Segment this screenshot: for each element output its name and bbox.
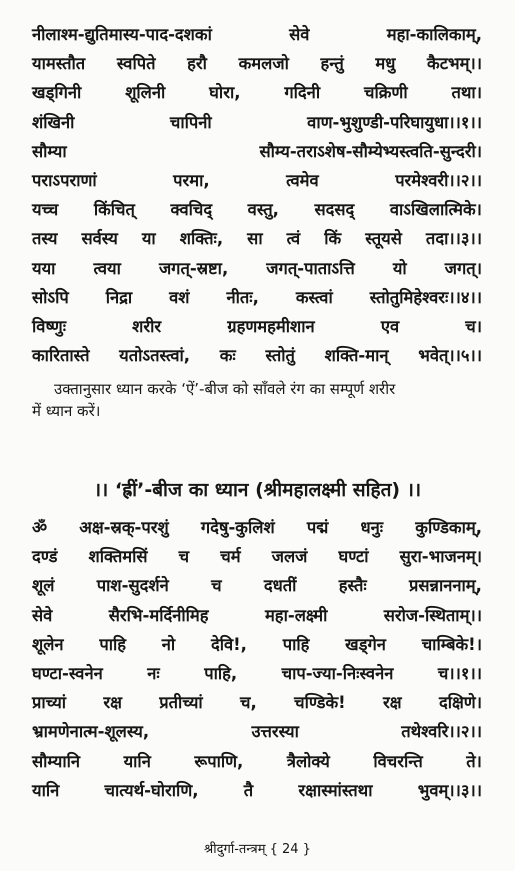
verse-line: [32, 312, 482, 341]
verse-word: च।।१।।: [437, 663, 482, 683]
verse-word: चात्यर्थ-घोराणि,: [104, 780, 199, 800]
verse-word: च,: [240, 693, 257, 713]
verse-block-1: [32, 20, 482, 370]
verse-word: स्तोतुमिहेश्वरः।।४।।: [369, 287, 482, 307]
page-footer: श्रीदुर्गा-तन्त्रम् { 24 }: [204, 842, 311, 857]
verse-word: सौम्या: [32, 141, 67, 161]
verse-word: सोऽपि: [32, 287, 69, 307]
verse-word: भवेत्।।५।।: [418, 346, 482, 366]
verse-word: धनुः: [360, 518, 384, 537]
verse-word: रक्ष: [103, 693, 122, 713]
dhyana-line: [32, 630, 482, 659]
section-heading: ।। ‘ह्रीं’-बीज का ध्यान (श्रीमहालक्ष्मी सहित) ।।: [93, 479, 422, 501]
verse-word: तथा।: [451, 83, 482, 103]
verse-word: परमा,: [173, 170, 210, 190]
verse-line: [32, 224, 482, 253]
verse-word: किं: [324, 229, 342, 249]
verse-word: कैटभम्।।: [427, 54, 482, 74]
dhyana-line: [32, 747, 482, 776]
verse-word: विचरन्ति: [373, 751, 423, 771]
verse-word: कः: [219, 346, 236, 366]
verse-line: [32, 166, 482, 195]
verse-word: पाहि: [99, 634, 127, 654]
verse-word: ग्रहणमहमीशान: [227, 316, 315, 336]
verse-word: ॐ: [32, 518, 48, 537]
verse-word: त्रैलोक्ये: [286, 751, 330, 771]
verse-word: सदसद्: [314, 200, 355, 220]
verse-word: शक्तिमसिं: [88, 547, 148, 567]
verse-word: प्रसन्नाननाम्,: [409, 576, 482, 596]
verse-word: सरोज-स्थिताम्।।: [383, 605, 482, 625]
dhyana-line: [32, 571, 482, 600]
verse-word: सौम्यानि: [32, 751, 81, 771]
note-line-2: में ध्यान करें।: [32, 402, 101, 420]
verse-word: कुण्डिकाम्,: [415, 518, 482, 537]
verse-word: पराऽपराणां: [32, 170, 97, 190]
dhyana-line: [32, 776, 482, 805]
verse-word: शूलं: [32, 576, 55, 596]
verse-word: चाप-ज्या-निःस्वनेन: [281, 663, 394, 683]
dhyana-line: [32, 513, 482, 542]
verse-word: क्वचिद्: [170, 200, 213, 220]
verse-line: [32, 78, 482, 107]
verse-word: वशं: [169, 287, 190, 307]
verse-word: यामस्तौत: [32, 54, 86, 74]
verse-word: रक्षास्मांस्तथा: [298, 780, 373, 800]
verse-word: चर्म: [220, 547, 241, 567]
verse-word: वस्तु,: [247, 200, 279, 220]
verse-word: प्रतीच्यां: [159, 693, 203, 713]
verse-word: दक्षिणे।: [438, 693, 482, 713]
verse-word: पद्मं: [306, 518, 329, 537]
verse-word: तस्य: [32, 229, 58, 249]
verse-word: यानि: [123, 751, 151, 771]
verse-word: घण्टां: [338, 547, 369, 567]
verse-word: महा-कालिकाम्,: [386, 25, 482, 44]
verse-word: गदेषु-कुलिशं: [200, 518, 275, 537]
verse-word: नो: [161, 634, 176, 654]
verse-word: नीलाश्म-द्युतिमास्य-पाद-दशकां: [32, 25, 212, 44]
verse-word: दण्डं: [32, 547, 58, 567]
verse-line: [32, 108, 482, 137]
verse-word: प्राच्यां: [32, 693, 67, 713]
verse-word: वाऽखिलात्मिके।: [389, 200, 482, 220]
dhyana-line: [32, 542, 482, 571]
verse-word: त्वं: [286, 229, 301, 249]
verse-word: त्वया: [93, 258, 121, 278]
verse-word: हन्तुं: [320, 54, 344, 74]
verse-word: घोरा,: [209, 83, 241, 103]
verse-word: शंखिनी: [32, 112, 75, 132]
verse-word: शूलेन: [32, 634, 64, 654]
verse-word: यतोऽतस्त्वां,: [119, 346, 191, 366]
verse-word: पाहि,: [204, 663, 238, 683]
verse-word: पाहि: [282, 634, 310, 654]
verse-word: जलजं: [271, 547, 308, 567]
verse-word: अक्ष-स्रक्-परशुं: [79, 518, 169, 537]
dhyana-line: [32, 717, 482, 746]
dhyana-line: [32, 688, 482, 717]
verse-word: चाम्बिके!।: [421, 634, 482, 654]
verse-word: नीतः,: [226, 287, 259, 307]
verse-word: हरौ: [187, 54, 207, 74]
verse-word: कस्त्वां: [295, 287, 333, 307]
verse-word: शरीर: [132, 316, 162, 336]
verse-word: परमेश्वरी।।२।।: [395, 170, 482, 190]
verse-word: सा: [247, 229, 263, 249]
verse-word: उत्तरस्या: [251, 722, 299, 742]
verse-word: सेवे: [32, 605, 53, 625]
verse-word: स्तूयसे: [365, 229, 402, 249]
verse-word: स्तोतुं: [265, 346, 295, 366]
verse-word: यानि: [32, 780, 60, 800]
verse-word: कारितास्ते: [32, 346, 90, 366]
verse-word: शूलिनी: [125, 83, 166, 103]
verse-word: शक्तिः,: [179, 229, 224, 249]
verse-line: [32, 254, 482, 283]
verse-line: [32, 137, 482, 166]
verse-word: यया: [32, 258, 56, 278]
verse-word: ते।: [466, 751, 482, 771]
verse-word: तदा।।३।।: [425, 229, 482, 249]
verse-block-2: [32, 513, 482, 805]
verse-word: सौम्य-तराऽशेष-सौम्येभ्यस्त्वति-सुन्दरी।: [259, 141, 482, 161]
verse-word: जगत्-पाताऽत्ति: [266, 258, 355, 278]
verse-word: या: [141, 229, 156, 249]
verse-word: सर्वस्य: [81, 229, 118, 249]
verse-word: चण्डिके!: [294, 693, 346, 713]
verse-line: [32, 195, 482, 224]
verse-word: यो: [392, 258, 407, 278]
verse-word: महा-लक्ष्मी: [264, 605, 328, 625]
verse-word: निद्रा: [105, 287, 133, 307]
verse-word: च: [211, 576, 222, 596]
verse-word: खड्गिनी: [32, 83, 82, 103]
verse-word: दधतीं: [263, 576, 297, 596]
verse-word: तै: [243, 780, 254, 800]
verse-word: मधु: [375, 54, 396, 74]
verse-word: चापिनी: [169, 112, 212, 132]
dhyana-line: [32, 659, 482, 688]
verse-word: सेवे: [289, 25, 310, 44]
verse-word: जगत्।: [444, 258, 482, 278]
instruction-note: [32, 378, 482, 422]
verse-word: गदिनी: [284, 83, 321, 103]
verse-word: सुरा-भाजनम्।: [399, 547, 482, 567]
verse-word: रक्ष: [383, 693, 402, 713]
verse-word: त्वमेव: [286, 170, 319, 190]
dhyana-line: [32, 601, 482, 630]
verse-word: तथेश्वरि।।२।।: [401, 722, 482, 742]
note-line-1: उक्तानुसार ध्यान करके ‘ऐं’-बीज को साँवले रंग का सम्पूर्ण शरीर: [54, 380, 396, 398]
verse-word: सैरभि-मर्दिनीमिह: [108, 605, 209, 625]
verse-word: किंचित्: [93, 200, 135, 220]
verse-word: यच्च: [32, 200, 59, 220]
verse-word: च।: [465, 316, 482, 336]
verse-word: एव: [380, 316, 400, 336]
verse-word: च: [178, 547, 190, 567]
verse-word: चक्रिणी: [363, 83, 408, 103]
verse-word: विष्णुः: [32, 316, 67, 336]
verse-word: नः: [147, 663, 160, 683]
verse-word: हस्तैः: [338, 576, 367, 596]
verse-word: भुवम्।।३।।: [417, 780, 482, 800]
verse-line: [32, 341, 482, 370]
verse-word: कमलजो: [238, 54, 289, 74]
verse-word: वाण-भुशुण्डी-परिघायुधा।।१।।: [307, 112, 482, 132]
verse-word: जगत्-स्रष्टा,: [158, 258, 229, 278]
verse-line: [32, 49, 482, 78]
verse-line: [32, 20, 482, 49]
verse-word: पाश-सुदर्शने: [96, 576, 169, 596]
verse-word: भ्रामणेनात्म-शूलस्य,: [32, 722, 150, 742]
verse-word: घण्टा-स्वनेन: [32, 663, 103, 683]
verse-word: खड्गेन: [345, 634, 386, 654]
verse-line: [32, 283, 482, 312]
verse-word: स्वपिते: [116, 54, 156, 74]
verse-word: देवि!,: [210, 634, 247, 654]
verse-word: शक्ति-मान्: [324, 346, 389, 366]
verse-word: रूपाणि,: [194, 751, 244, 771]
